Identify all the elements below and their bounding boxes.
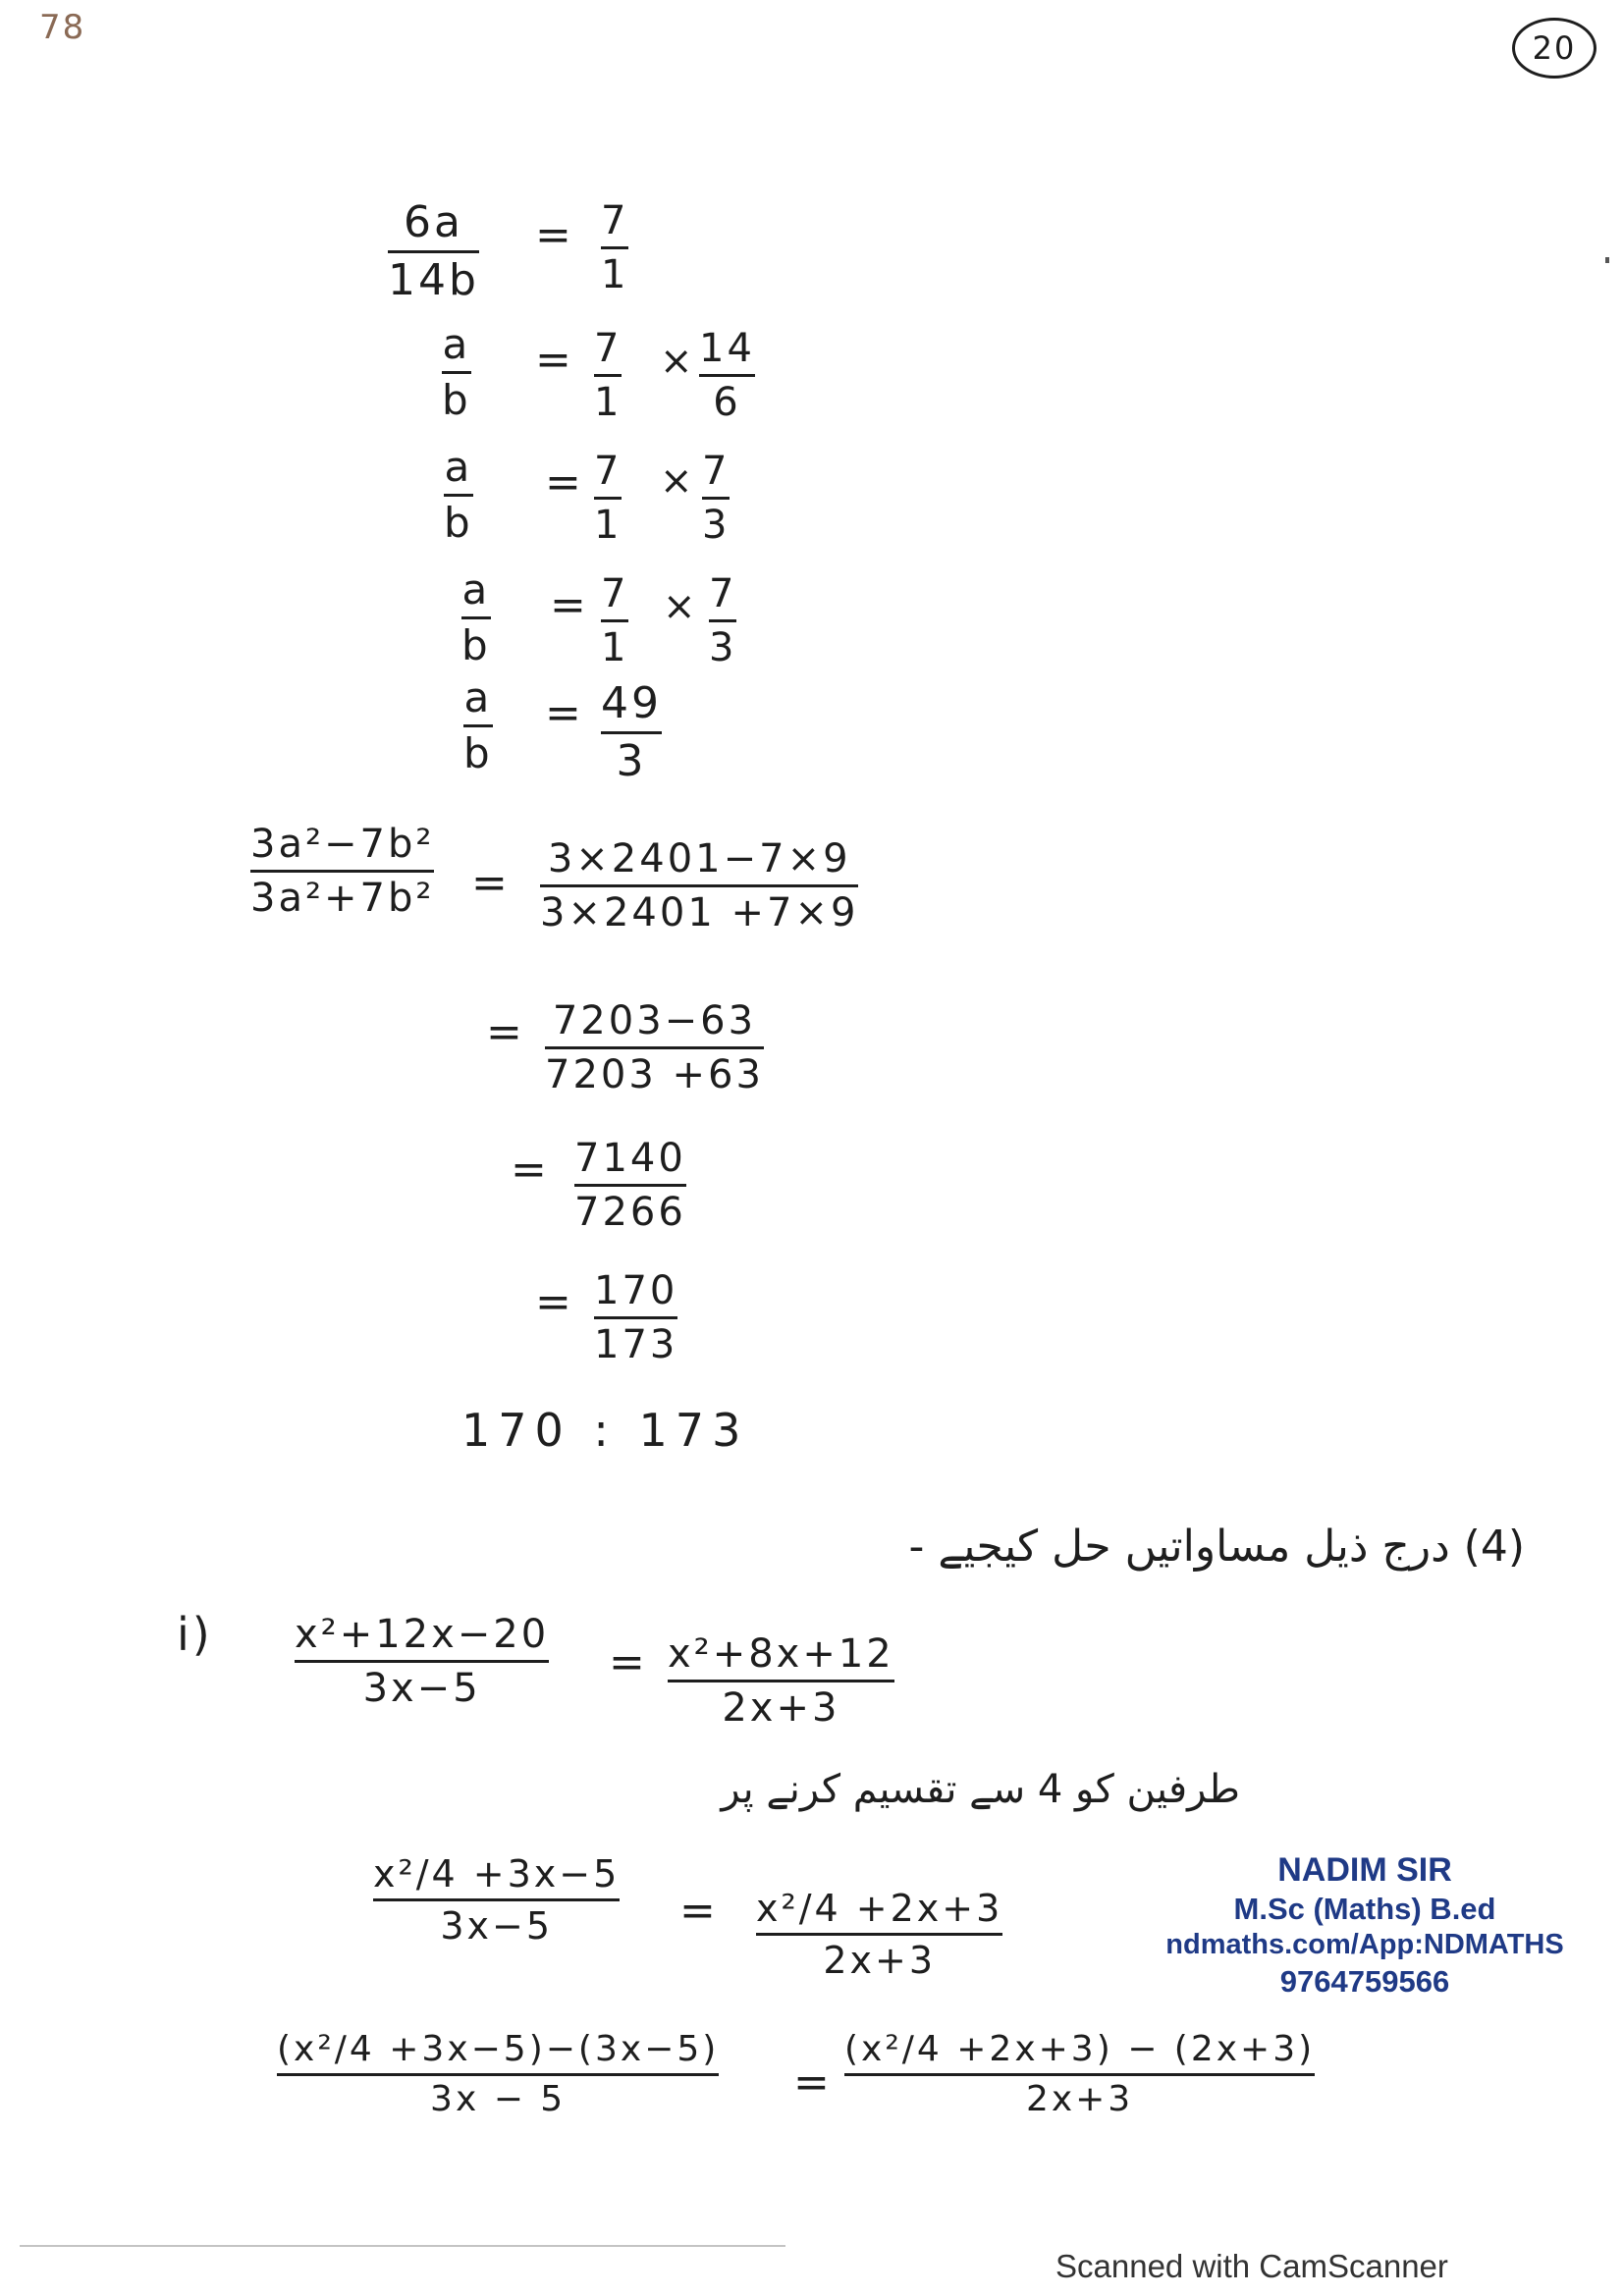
step4-fraction-b — [709, 571, 737, 670]
fraction-bar — [442, 371, 471, 374]
page-number: 20 — [1532, 29, 1577, 67]
fraction-denominator: 7203 +63 — [545, 1052, 764, 1097]
fraction-bar — [461, 616, 491, 619]
fraction-bar — [540, 884, 858, 887]
watermark-site: ndmaths.com/App:NDMATHS — [1165, 1929, 1564, 1961]
fraction-denominator: b — [444, 499, 473, 547]
fraction-bar — [574, 1184, 686, 1187]
step6-equals: = — [471, 858, 511, 908]
fraction-numerator: 7 — [594, 326, 622, 371]
fraction-bar — [250, 870, 434, 873]
fraction-bar — [594, 1316, 677, 1319]
step2-equals: = — [535, 335, 574, 385]
watermark-phone: 9764759566 — [1279, 1963, 1450, 1999]
fraction-denominator: 2x+3 — [722, 1685, 840, 1731]
equation3-lhs-fraction — [277, 2029, 720, 2119]
fraction-bar — [702, 497, 730, 500]
fraction-bar — [388, 250, 479, 253]
fraction-denominator: 6 — [713, 380, 741, 425]
fraction-numerator: x²/4 +3x−5 — [373, 1852, 621, 1896]
final-ratio: 170 : 173 — [461, 1404, 749, 1457]
fraction-bar — [277, 2073, 719, 2076]
fraction-denominator: 7266 — [574, 1190, 686, 1235]
step9-fraction — [594, 1268, 678, 1367]
step4-fraction-a — [601, 571, 629, 670]
step7-fraction — [545, 998, 764, 1097]
fraction-bar — [699, 374, 755, 377]
fraction-numerator: a — [444, 443, 473, 491]
step4-times: × — [663, 584, 699, 629]
fraction-bar — [668, 1680, 894, 1682]
fraction-denominator: 1 — [594, 380, 622, 425]
equation1-rhs-fraction — [668, 1631, 894, 1731]
step3-lhs-fraction — [444, 443, 473, 547]
fraction-bar — [444, 494, 473, 497]
speck-mark — [1605, 257, 1609, 263]
fraction-numerator: 3a²−7b² — [250, 822, 435, 867]
fraction-bar — [594, 497, 622, 500]
fraction-denominator: 3 — [709, 625, 737, 670]
fraction-numerator: 7 — [702, 449, 730, 494]
step7-equals: = — [486, 1007, 525, 1057]
fraction-numerator: (x²/4 +3x−5)−(3x−5) — [277, 2029, 720, 2069]
corner-note: 78 — [39, 8, 86, 47]
equation3-equals: = — [793, 2057, 833, 2108]
fraction-numerator: 7 — [594, 449, 622, 494]
fraction-denominator: 1 — [594, 503, 622, 548]
fraction-numerator: x²/4 +2x+3 — [756, 1887, 1003, 1930]
watermark-degree: M.Sc (Maths) B.ed — [1233, 1892, 1496, 1927]
fraction-denominator: 1 — [601, 252, 629, 297]
equation3-rhs-fraction — [844, 2029, 1316, 2119]
equation1-lhs-fraction — [295, 1612, 550, 1711]
fraction-denominator: b — [461, 621, 491, 669]
fraction-bar — [709, 619, 736, 622]
step6-rhs-fraction — [540, 836, 859, 935]
fraction-bar — [373, 1898, 620, 1901]
step1-equals: = — [535, 210, 574, 260]
fraction-denominator: 173 — [594, 1322, 678, 1367]
fraction-denominator: 3x−5 — [440, 1904, 553, 1948]
fraction-numerator: (x²/4 +2x+3) − (2x+3) — [844, 2029, 1316, 2069]
equation1-equals: = — [609, 1637, 648, 1687]
fraction-denominator: 3a²+7b² — [250, 876, 435, 921]
step5-lhs-fraction — [463, 673, 493, 777]
watermark-name: NADIM SIR — [1277, 1851, 1452, 1889]
fraction-bar — [545, 1046, 764, 1049]
step4-lhs-fraction — [461, 565, 491, 669]
fraction-numerator: 7203−63 — [552, 998, 757, 1043]
fraction-bar — [601, 731, 662, 734]
divide-note: طرفین کو 4 سے تقسیم کرنے پر — [721, 1767, 1240, 1812]
fraction-bar — [601, 246, 628, 249]
fraction-numerator: 49 — [601, 678, 662, 728]
fraction-denominator: 3x − 5 — [430, 2079, 567, 2119]
equation2-equals: = — [679, 1886, 719, 1936]
fraction-numerator: 6a — [403, 197, 463, 247]
fraction-denominator: 1 — [601, 625, 629, 670]
step2-fraction-a — [594, 326, 622, 425]
step1-lhs-fraction — [388, 197, 479, 305]
step6-lhs-fraction — [250, 822, 435, 921]
step5-equals: = — [545, 688, 584, 738]
fraction-denominator: 2x+3 — [823, 1939, 936, 1982]
fraction-denominator: b — [442, 376, 471, 424]
fraction-bar — [295, 1660, 549, 1663]
page-number-badge — [1512, 18, 1596, 79]
fraction-denominator: 3x−5 — [362, 1666, 481, 1711]
fraction-bar — [463, 724, 493, 727]
step3-times: × — [660, 458, 696, 504]
fraction-numerator: a — [463, 673, 493, 721]
step9-equals: = — [535, 1277, 574, 1327]
question4-heading: (4) درج ذیل مساواتیں حل کیجیے - — [908, 1522, 1525, 1572]
fraction-denominator: 3×2401 +7×9 — [540, 890, 859, 935]
fraction-numerator: a — [442, 320, 471, 368]
step5-rhs-fraction — [601, 678, 662, 786]
fraction-bar — [844, 2073, 1315, 2076]
fraction-bar — [601, 619, 628, 622]
fraction-numerator: x²+8x+12 — [668, 1631, 894, 1677]
step2-times: × — [660, 339, 696, 384]
fraction-numerator: 7 — [601, 198, 629, 243]
fraction-numerator: 7140 — [574, 1136, 686, 1181]
fraction-numerator: 3×2401−7×9 — [547, 836, 851, 881]
step3-fraction-b — [702, 449, 730, 548]
step3-fraction-a — [594, 449, 622, 548]
step2-fraction-b — [699, 326, 755, 425]
step8-fraction — [574, 1136, 686, 1235]
fraction-denominator: 14b — [388, 255, 479, 305]
fraction-numerator: 7 — [709, 571, 737, 616]
fraction-bar — [594, 374, 622, 377]
fraction-denominator: 3 — [702, 503, 730, 548]
step8-equals: = — [511, 1145, 550, 1195]
scanner-footer: Scanned with CamScanner — [1055, 2248, 1448, 2284]
fraction-numerator: 14 — [699, 326, 755, 371]
step3-equals: = — [545, 457, 584, 507]
fraction-numerator: 7 — [601, 571, 629, 616]
equation2-rhs-fraction — [756, 1887, 1003, 1982]
fraction-numerator: x²+12x−20 — [295, 1612, 550, 1657]
fraction-denominator: 3 — [616, 736, 647, 786]
part-label: i) — [177, 1608, 213, 1661]
fraction-denominator: b — [463, 729, 493, 777]
step1-rhs-fraction — [601, 198, 629, 297]
page-edge-line — [20, 2245, 785, 2247]
fraction-bar — [756, 1933, 1002, 1936]
fraction-numerator: a — [461, 565, 491, 614]
step4-equals: = — [550, 580, 589, 630]
fraction-denominator: 2x+3 — [1025, 2079, 1134, 2119]
step2-lhs-fraction — [442, 320, 471, 424]
equation2-lhs-fraction — [373, 1852, 621, 1948]
fraction-numerator: 170 — [594, 1268, 678, 1313]
watermark — [1159, 1850, 1571, 2000]
